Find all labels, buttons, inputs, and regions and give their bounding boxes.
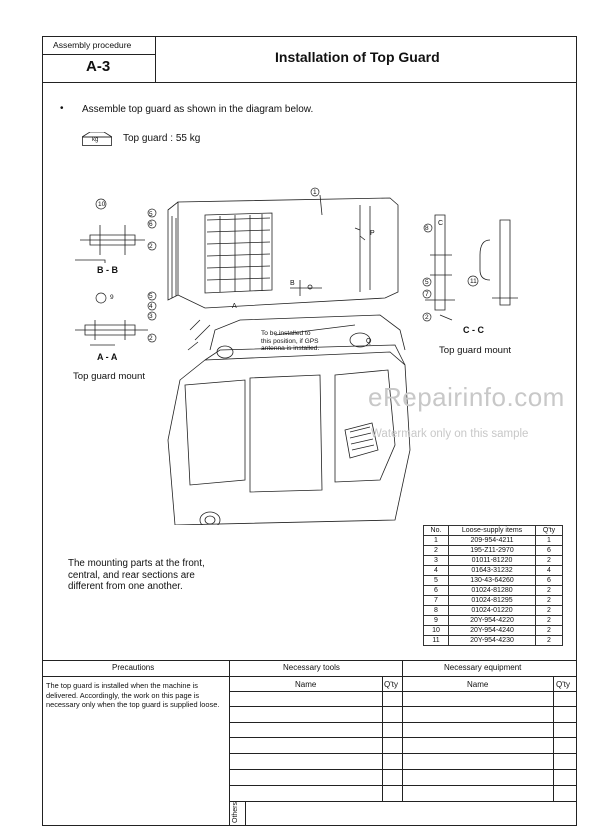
callout-3-label: 3 [149, 313, 153, 320]
cell-qty: 2 [536, 556, 563, 566]
cell-no: 1 [424, 536, 449, 546]
table-row [424, 616, 563, 626]
cell-item: 01011-81220 [449, 556, 536, 566]
precautions-text: The top guard is installed when the machine is delivered. Accordingly, the work on this page is necessary only when the top guard is supplied loose. [46, 681, 220, 710]
bullet: • [60, 103, 64, 114]
callout-5-label-a: 5 [149, 211, 153, 218]
view-aa-label: A - A [97, 352, 118, 362]
cell-no: 9 [424, 616, 449, 626]
top-guard-mount-right: Top guard mount [439, 345, 511, 356]
cell-no: 4 [424, 566, 449, 576]
gps-note-line3: antenna is installed. [261, 345, 320, 352]
view-cc-label: C - C [463, 325, 484, 335]
equipment-qty-header: Q'ty [556, 680, 570, 689]
cell-item: 209-954-4211 [449, 536, 536, 546]
footer-header-rule [42, 676, 577, 677]
callout-4-label: 4 [149, 303, 153, 310]
procedure-code: A-3 [86, 58, 111, 75]
cell-qty: 2 [536, 606, 563, 616]
tools-qty-divider [382, 676, 383, 801]
callout-7-label: 7 [425, 291, 429, 298]
cell-item: 01024-81295 [449, 596, 536, 606]
mounting-text-line3: different from one another. [68, 581, 183, 593]
header-no: No. [424, 526, 449, 536]
table-row [424, 636, 563, 646]
cell-no: 6 [424, 586, 449, 596]
view-bb-label: B - B [97, 265, 118, 275]
watermark-note: Watermark only on this sample [371, 428, 529, 440]
cell-item: 01643-31232 [449, 566, 536, 576]
cell-no: 10 [424, 626, 449, 636]
watermark-site: eRepairinfo.com [368, 382, 565, 412]
row-rule [229, 722, 577, 723]
table-row [424, 566, 563, 576]
mounting-text-line1: The mounting parts at the front, [68, 558, 205, 569]
cell-item: 01024-01220 [449, 606, 536, 616]
callout-9-label: 9 [110, 294, 114, 301]
cell-qty: 2 [536, 626, 563, 636]
callout-2-label-c: 2 [425, 314, 429, 321]
callout-1-label: 1 [313, 189, 317, 196]
others-label: Others [232, 801, 239, 823]
cell-item: 20Y-954-4220 [449, 616, 536, 626]
callout-10-label: 10 [98, 201, 106, 208]
footer-col-divider-2 [402, 660, 403, 801]
callout-5-label-c: 5 [425, 279, 429, 286]
cell-item: 20Y-954-4230 [449, 636, 536, 646]
weight-badge-text: kg [92, 137, 99, 143]
cell-qty: 2 [536, 586, 563, 596]
tools-name-header: Name [295, 680, 317, 689]
callout-8-label: 8 [425, 225, 429, 232]
mounting-parts-text [68, 558, 205, 593]
table-row [424, 586, 563, 596]
letter-p: P [370, 230, 375, 237]
table-row [424, 546, 563, 556]
cell-qty: 1 [536, 536, 563, 546]
equipment-title: Necessary equipment [444, 663, 522, 672]
precautions-title: Precautions [112, 663, 155, 672]
callout-2-label-b: 2 [149, 335, 153, 342]
table-row [424, 536, 563, 546]
cell-qty: 2 [536, 616, 563, 626]
callout-11-label: 11 [470, 278, 477, 285]
cell-no: 11 [424, 636, 449, 646]
table-row [424, 556, 563, 566]
cell-qty: 6 [536, 546, 563, 556]
letter-q: Q [366, 338, 372, 345]
gps-note-line2: this position, if GPS [261, 337, 319, 345]
others-divider [245, 801, 246, 826]
row-rule [229, 737, 577, 738]
gps-note-line1: To be installed to [261, 330, 311, 337]
row-rule [229, 785, 577, 786]
row-rule [229, 691, 577, 692]
cell-qty: 6 [536, 576, 563, 586]
footer-top-rule [42, 660, 577, 661]
table-row [424, 606, 563, 616]
row-rule [229, 753, 577, 754]
header-qty: Q'ty [536, 526, 563, 536]
equipment-qty-divider [553, 676, 554, 801]
cell-no: 3 [424, 556, 449, 566]
page-title: Installation of Top Guard [275, 49, 440, 65]
table-row [424, 596, 563, 606]
cell-qty: 4 [536, 566, 563, 576]
assembly-procedure-label: Assembly procedure [53, 40, 132, 50]
cell-no: 8 [424, 606, 449, 616]
callout-5-label-b: 5 [149, 293, 153, 300]
letter-a: A [232, 303, 237, 310]
cell-qty: 2 [536, 636, 563, 646]
cell-qty: 2 [536, 596, 563, 606]
callout-6-label: 6 [149, 221, 153, 228]
cell-no: 7 [424, 596, 449, 606]
weight-text: Top guard : 55 kg [123, 133, 201, 144]
header-divider [42, 54, 156, 55]
cell-item: 01024-81280 [449, 586, 536, 596]
cell-item: 130-43-64260 [449, 576, 536, 586]
table-header-row [424, 526, 563, 536]
row-rule [229, 769, 577, 770]
letter-c: C [438, 220, 444, 227]
tools-title: Necessary tools [283, 663, 340, 672]
header-item: Loose-supply items [449, 526, 536, 536]
table-row [424, 576, 563, 586]
cell-item: 195-Z11-2970 [449, 546, 536, 556]
gps-note [261, 330, 319, 353]
row-rule [229, 706, 577, 707]
instruction-text: Assemble top guard as shown in the diagram below. [82, 104, 314, 115]
loose-supply-table [423, 525, 563, 646]
mounting-text-line2: central, and rear sections are [68, 569, 195, 581]
cell-item: 20Y-954-4240 [449, 626, 536, 636]
callout-2-label-a: 2 [149, 243, 153, 250]
cell-no: 2 [424, 546, 449, 556]
tools-qty-header: Q'ty [384, 680, 398, 689]
weight-icon [82, 132, 112, 146]
row-rule [229, 801, 577, 802]
table-row [424, 626, 563, 636]
letter-b: B [290, 280, 295, 287]
top-guard-mount-left: Top guard mount [73, 371, 145, 382]
header-bottom-rule [42, 82, 577, 83]
equipment-name-header: Name [467, 680, 489, 689]
cell-no: 5 [424, 576, 449, 586]
